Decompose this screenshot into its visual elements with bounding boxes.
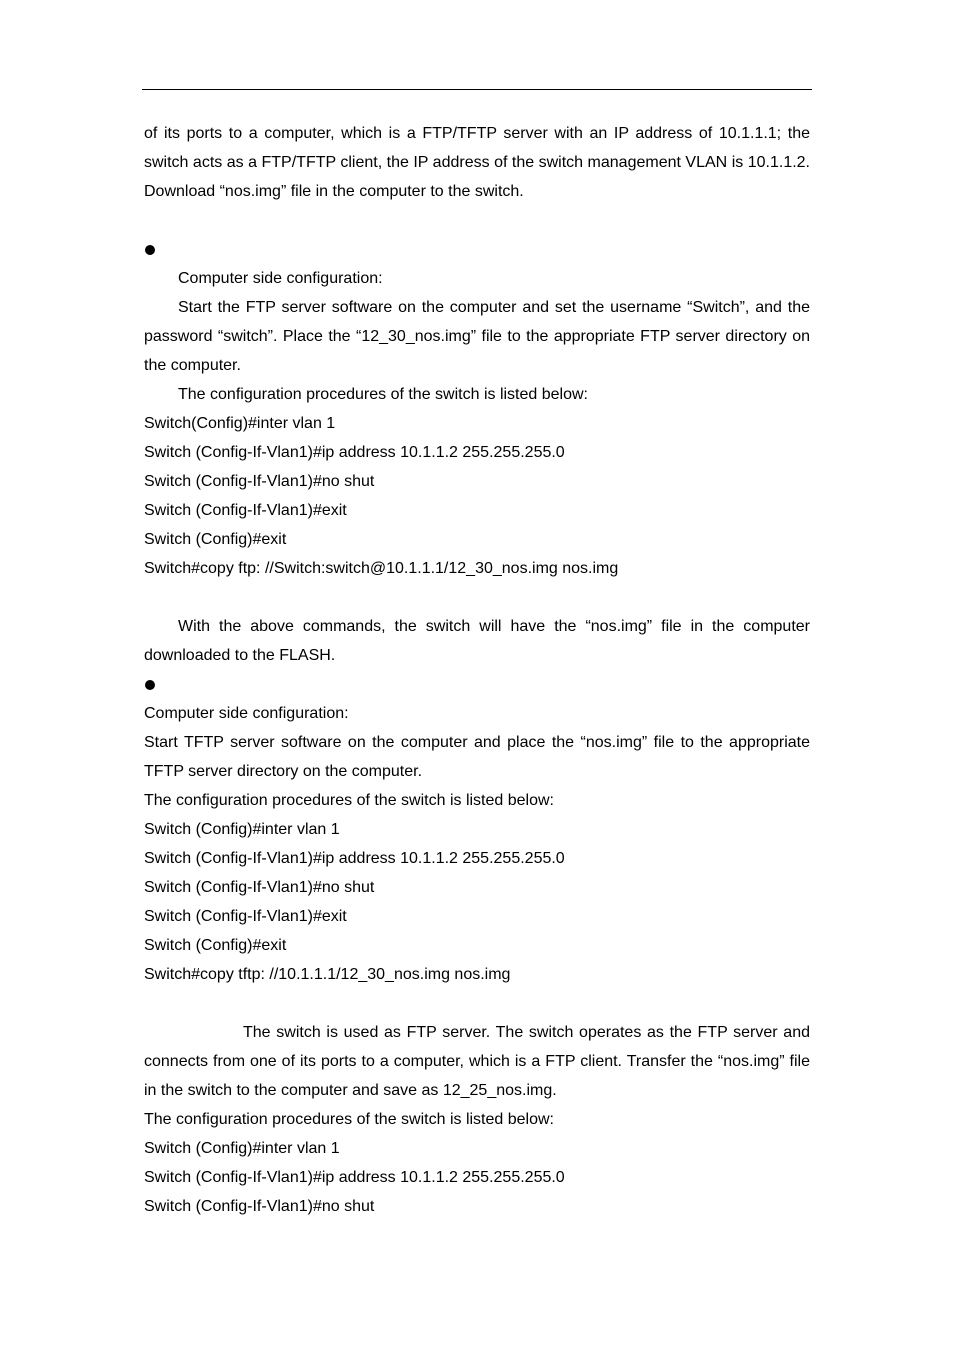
bullet-icon bbox=[145, 245, 155, 255]
intro-paragraph: of its ports to a computer, which is a FTP/TFTP server with an IP address of 10.1.1.1; the switch acts as a FTP/TFTP client, the IP address of the switch management VLAN is 10.1.1.2. Download “nos.img” file in the computer to the switch. bbox=[144, 125, 810, 200]
header-rule bbox=[142, 89, 812, 90]
command-line: Switch (Config-If-Vlan1)#no shut bbox=[144, 879, 375, 896]
command-line: Switch#copy ftp: //Switch:switch@10.1.1.1/12_30_nos.img nos.img bbox=[144, 560, 619, 577]
command-line: Switch (Config-If-Vlan1)#exit bbox=[144, 908, 347, 925]
command-line: Switch (Config-If-Vlan1)#ip address 10.1.1.2 255.255.255.0 bbox=[144, 1169, 565, 1186]
command-line: Switch#copy tftp: //10.1.1.1/12_30_nos.img nos.img bbox=[144, 966, 511, 983]
ftp-computer-steps: Start the FTP server software on the computer and set the username “Switch”, and the password “switch”. Place the “12_30_nos.img” file to the appropriate FTP server directory on the computer. bbox=[144, 299, 810, 374]
bullet-icon bbox=[145, 680, 155, 690]
command-line: Switch (Config)#inter vlan 1 bbox=[144, 1140, 340, 1157]
ftp-switch-intro: The configuration procedures of the switch is listed below: bbox=[178, 386, 588, 403]
command-line: Switch (Config)#inter vlan 1 bbox=[144, 821, 340, 838]
spacer bbox=[144, 583, 810, 612]
bullet-tftp bbox=[144, 670, 810, 699]
spacer bbox=[144, 206, 810, 235]
command-line: Switch (Config-If-Vlan1)#no shut bbox=[144, 473, 375, 490]
ftp-computer-config-heading: Computer side configuration: bbox=[178, 270, 383, 287]
ftp-result: With the above commands, the switch will have the “nos.img” file in the computer downloaded to the FLASH. bbox=[144, 618, 810, 664]
command-line: Switch (Config-If-Vlan1)#ip address 10.1.1.2 255.255.255.0 bbox=[144, 444, 565, 461]
command-line: Switch (Config-If-Vlan1)#ip address 10.1.1.2 255.255.255.0 bbox=[144, 850, 565, 867]
bullet-ftp bbox=[144, 235, 810, 264]
command-line: Switch(Config)#inter vlan 1 bbox=[144, 415, 336, 432]
tftp-computer-config-heading: Computer side configuration: bbox=[144, 705, 349, 722]
tftp-computer-steps: Start TFTP server software on the computer and place the “nos.img” file to the appropriate TFTP server directory on the computer. bbox=[144, 734, 810, 780]
server-switch-intro: The configuration procedures of the switch is listed below: bbox=[144, 1111, 554, 1128]
tftp-switch-intro: The configuration procedures of the switch is listed below: bbox=[144, 792, 554, 809]
command-line: Switch (Config-If-Vlan1)#no shut bbox=[144, 1198, 375, 1215]
command-line: Switch (Config)#exit bbox=[144, 937, 287, 954]
document-body bbox=[144, 119, 810, 1221]
command-line: Switch (Config)#exit bbox=[144, 531, 287, 548]
command-line: Switch (Config-If-Vlan1)#exit bbox=[144, 502, 347, 519]
spacer bbox=[144, 989, 810, 1018]
server-description: The switch is used as FTP server. The switch operates as the FTP server and connects from one of its ports to a computer, which is a FTP client. Transfer the “nos.img” file in the switch to the computer and save as 12_25_nos.img. bbox=[144, 1024, 810, 1099]
